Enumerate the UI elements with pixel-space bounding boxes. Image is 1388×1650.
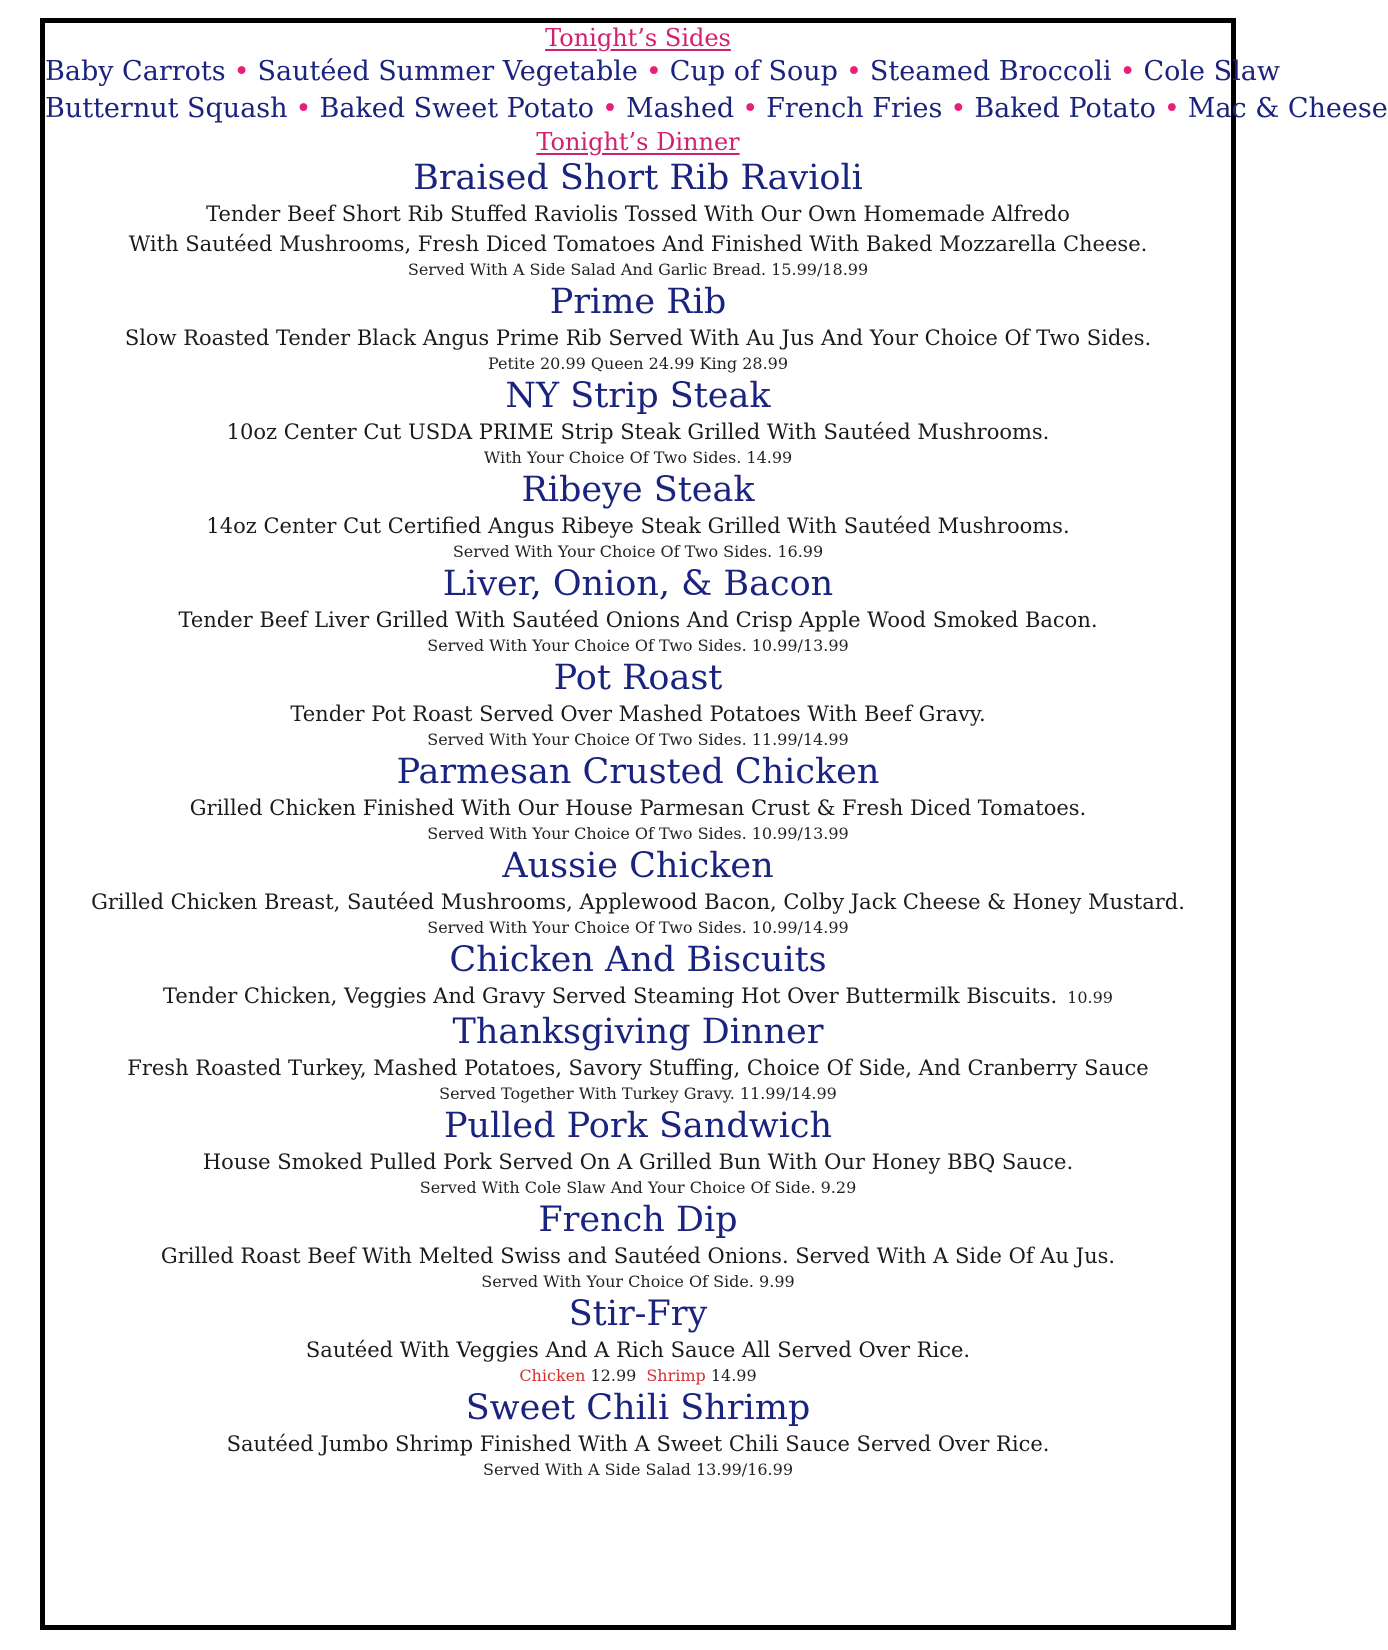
dish-name: Chicken And Biscuits: [449, 940, 827, 980]
dish-parmesan-crusted-chicken: [45, 751, 1231, 845]
option-price-shrimp: 14.99: [710, 1366, 757, 1385]
dish-stir-fry: [45, 1293, 1231, 1387]
separator-dot: •: [1163, 93, 1180, 124]
separator-dot: •: [602, 93, 618, 124]
side-item: Baked Sweet Potato: [319, 93, 595, 124]
side-item: Mashed: [625, 93, 735, 124]
separator-dot: •: [233, 56, 250, 87]
separator-dot: •: [742, 93, 759, 124]
dish-price-note: Served With A Side Salad And Garlic Bread. 15.99/18.99: [407, 260, 869, 279]
dish-description: With Sautéed Mushrooms, Fresh Diced Tomatoes And Finished With Baked Mozzarella Cheese.: [128, 232, 1148, 256]
dish-description: Fresh Roasted Turkey, Mashed Potatoes, Savory Stuffing, Choice Of Side, And Cranberry Sauce: [127, 1056, 1149, 1080]
dish-name: Pulled Pork Sandwich: [443, 1106, 833, 1146]
dish-aussie-chicken: [45, 845, 1231, 939]
dish-description: Sautéed Jumbo Shrimp Finished With A Sweet Chili Sauce Served Over Rice.: [226, 1432, 1050, 1456]
dish-price-note: Served With Your Choice Of Side. 9.99: [481, 1272, 795, 1291]
dish-name: Stir-Fry: [568, 1294, 708, 1334]
dish-name: Prime Rib: [549, 282, 727, 322]
side-item: Mac & Cheese: [1187, 93, 1388, 124]
dish-price-note: Served Together With Turkey Gravy. 11.99/14.99: [439, 1084, 837, 1103]
dish-ribeye-steak: [45, 469, 1231, 563]
dish-name: NY Strip Steak: [505, 376, 771, 416]
dish-price-note: Served With Your Choice Of Two Sides. 11.99/14.99: [427, 730, 849, 749]
dish-name: Thanksgiving Dinner: [452, 1012, 824, 1052]
separator-dot: •: [645, 56, 662, 87]
dish-description: 14oz Center Cut Certified Angus Ribeye Steak Grilled With Sautéed Mushrooms.: [206, 514, 1070, 538]
dish-description-text: Tender Chicken, Veggies And Gravy Served Steaming Hot Over Buttermilk Biscuits.: [163, 984, 1058, 1008]
sides-row-2: [45, 90, 1388, 127]
dish-price-note: Served With Your Choice Of Two Sides. 10.99/13.99: [427, 824, 849, 843]
dish-sweet-chili-shrimp: [45, 1387, 1231, 1481]
sides-row-1: [45, 53, 1280, 90]
dish-name: Ribeye Steak: [521, 470, 755, 510]
dish-french-dip: [45, 1199, 1231, 1293]
side-item: French Fries: [766, 93, 943, 124]
dish-thanksgiving-dinner: [45, 1011, 1231, 1105]
dish-price-note: Served With A Side Salad 13.99/16.99: [482, 1460, 793, 1479]
dish-name: Parmesan Crusted Chicken: [396, 752, 880, 792]
dish-description: Tender Beef Liver Grilled With Sautéed Onions And Crisp Apple Wood Smoked Bacon.: [178, 608, 1098, 632]
separator-dot: •: [1119, 56, 1136, 87]
dish-description: Tender Pot Roast Served Over Mashed Potatoes With Beef Gravy.: [290, 702, 986, 726]
dish-description: Slow Roasted Tender Black Angus Prime Rib Served With Au Jus And Your Choice Of Two Sides.: [124, 326, 1152, 350]
menu-frame: [40, 18, 1388, 1630]
dish-description: 10oz Center Cut USDA PRIME Strip Steak Grilled With Sautéed Mushrooms.: [226, 420, 1050, 444]
dish-price-note: Served With Cole Slaw And Your Choice Of Side. 9.29: [419, 1178, 857, 1197]
dish-price-note: With Your Choice Of Two Sides. 14.99: [483, 448, 793, 467]
dish-description: House Smoked Pulled Pork Served On A Grilled Bun With Our Honey BBQ Sauce.: [202, 1150, 1074, 1174]
dish-name: French Dip: [538, 1200, 738, 1240]
side-item: Baby Carrots: [45, 56, 226, 87]
dish-chicken-and-biscuits: [45, 939, 1231, 1011]
dish-pulled-pork-sandwich: [45, 1105, 1231, 1199]
dish-description: [45, 981, 1231, 1011]
option-price-chicken: 12.99: [590, 1366, 637, 1385]
dish-liver-onion-bacon: [45, 563, 1231, 657]
separator-dot: •: [845, 56, 862, 87]
dish-description: Tender Beef Short Rib Stuffed Raviolis Tossed With Our Own Homemade Alfredo: [206, 202, 1070, 226]
dish-price-note: Served With Your Choice Of Two Sides. 10.99/14.99: [427, 918, 849, 937]
dish-description: Grilled Chicken Finished With Our House Parmesan Crust & Fresh Diced Tomatoes.: [189, 796, 1087, 820]
dish-description: Grilled Chicken Breast, Sautéed Mushrooms, Applewood Bacon, Colby Jack Cheese & Honey Mustard.: [91, 890, 1185, 914]
dish-name: Sweet Chili Shrimp: [465, 1388, 811, 1428]
separator-dot: •: [950, 93, 967, 124]
dish-price-note: Served With Your Choice Of Two Sides. 10.99/13.99: [427, 636, 849, 655]
dish-price: 10.99: [1067, 988, 1113, 1007]
side-item: Baked Potato: [974, 93, 1156, 124]
dish-name: Braised Short Rib Ravioli: [413, 158, 863, 198]
dish-price-note: Petite 20.99 Queen 24.99 King 28.99: [487, 354, 789, 373]
dish-description: Grilled Roast Beef With Melted Swiss and Sautéed Onions. Served With A Side Of Au Jus.: [160, 1244, 1116, 1268]
dish-name: Pot Roast: [553, 658, 723, 698]
option-label-chicken: Chicken: [519, 1366, 586, 1385]
side-item: Steamed Broccoli: [869, 56, 1112, 87]
dish-braised-short-rib-ravioli: [45, 157, 1231, 281]
side-item: Cup of Soup: [669, 56, 838, 87]
separator-dot: •: [295, 93, 312, 124]
dish-name: Aussie Chicken: [502, 846, 774, 886]
side-item: Butternut Squash: [45, 93, 288, 124]
dinner-title: Tonight’s Dinner: [536, 128, 740, 156]
dish-description: Sautéed With Veggies And A Rich Sauce All Served Over Rice.: [305, 1338, 971, 1362]
dish-prime-rib: [45, 281, 1231, 375]
option-label-shrimp: Shrimp: [646, 1366, 706, 1385]
side-item: Cole Slaw: [1143, 56, 1280, 87]
dish-name: Liver, Onion, & Bacon: [442, 564, 834, 604]
sides-title: Tonight’s Sides: [545, 24, 731, 52]
dish-ny-strip-steak: [45, 375, 1231, 469]
dish-options: [45, 1365, 1231, 1387]
side-item: Sautéed Summer Vegetable: [257, 56, 638, 87]
dish-price-note: Served With Your Choice Of Two Sides. 16.99: [452, 542, 824, 561]
dish-pot-roast: [45, 657, 1231, 751]
